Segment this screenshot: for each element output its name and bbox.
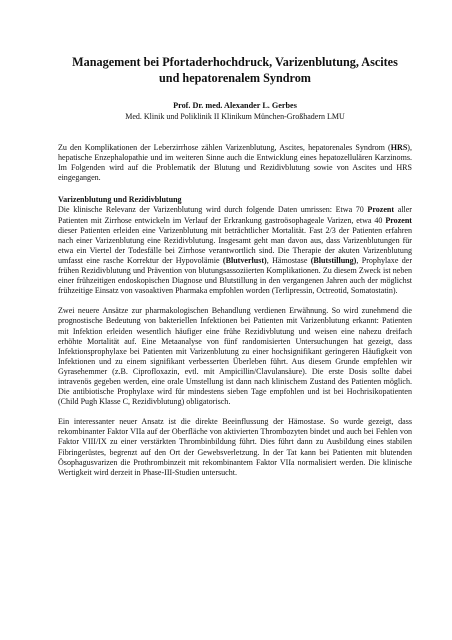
affiliation: Med. Klinik und Poliklinik II Klinikum München-Großhadern LMU [125,112,345,121]
author: Prof. Dr. med. Alexander L. Gerbes [173,101,297,110]
paragraph-3: Ein interessanter neuer Ansatz ist die direkte Beeinflussung der Hämostase. So wurde gezeigt, dass rekombinanter Faktor VIIa auf der Oberfläche von aktivierten Thrombozyten bindet und auch bei Fehlen von Faktor VIII/IX zu einer verstärkten Thrombinbildung führt. Dies führt dann zu Ausbildung eines stabilen Fibringerüstes, begrenzt auf den Ort der Gewebsverletzung. In der Tat kann bei Patienten mit blutenden Ösophagusvarizen die Prothrombinzeit mit rekombinantem Faktor VIIa normalisiert werden. Die klinische Wertigkeit wird derzeit in Phase-III-Studien untersucht. [58,417,412,477]
intro-paragraph: Zu den Komplikationen der Leberzirrhose zählen Varizenblutung, Ascites, hepatorenales Syndrom (HRS), hepatische Enzephalopathie und im weiteren Sinne auch die Entwicklung eines hepatozellulären Karzinoms. Im Folgenden wird auf die Problematik der Blutung und Rezidivblutung sowie von Ascites und HRS eingegangen. [58,143,412,183]
document-title [58,0,412,86]
title-line-2: und hepatorenalem Syndrom [159,71,311,85]
title-line-1: Management bei Pfortaderhochdruck, Varizenblutung, Ascites [72,55,398,69]
paragraph-1: Die klinische Relevanz der Varizenblutung wird durch folgende Daten umrissen: Etwa 70 Prozent aller Patienten mit Zirrhose entwickeln im Verlauf der Erkrankung gastroösophageale Varizen, etwa 40 Prozent dieser Patienten erleiden eine Varizenblutung mit beträchtlicher Mortalität. Fast 2/3 der Patienten erfahren nach einer Varizenblutung eine Rezidivblutung. Insgesamt geht man davon aus, dass Varizenblutungen für etwa ein Viertel der Todesfälle bei Zirrhose verantwortlich sind. Die Therapie der akuten Varizenblutung umfasst eine rasche Korrektur der Hypovolämie (Blutverlust), Hämostase (Blutstillung), Prophylaxe der frühen Rezidivblutung und Prävention von blutungsassoziierten Komplikationen. Zu diesem Zweck ist neben einer frühzeitigen endoskopischen Diagnose und Blutstillung in den vergangenen Jahren auch der möglichst frühzeitige Einsatz von vasoaktiven Pharmaka empfohlen worden (Terlipressin, Octreotid, Somatostatin). [58,205,413,296]
paragraph-2: Zwei neuere Ansätze zur pharmakologischen Behandlung verdienen Erwähnung. So wird zunehmend die prognostische Bedeutung von bakteriellen Infektionen bei Patienten mit Varizenblutung erkannt: Patienten mit Infektion erleiden wesentlich häufiger eine frühe Rezidivblutung und weisen eine nahezu dreifach erhöhte Mortalität auf. Eine Metaanalyse von fünf randomisierten Untersuchungen hat gezeigt, dass Infektionsprophylaxe bei Patienten mit Varizenblutung zu einer hochsignifikant geringeren Häufigkeit von Infektionen und zu einem signifikant verbesserten Überleben führt. Aus diesem Grunde empfehlen wir Gyrasehemmer (z.B. Ciprofloxazin, evtl. mit Ampicillin/Clavulansäure). Die erste Dosis sollte dabei intravenös gegeben werden, eine orale Umstellung ist dann nach klinischem Zustand des Patienten möglich. Die antibiotische Prophylaxe wird für mindestens sieben Tage empfohlen und ist bei Hochrisikopatienten (Child Pugh Klasse C, Rezidivblutung) obligatorisch. [58,306,412,407]
section-heading: Varizenblutung und Rezidivblutung [58,195,182,205]
